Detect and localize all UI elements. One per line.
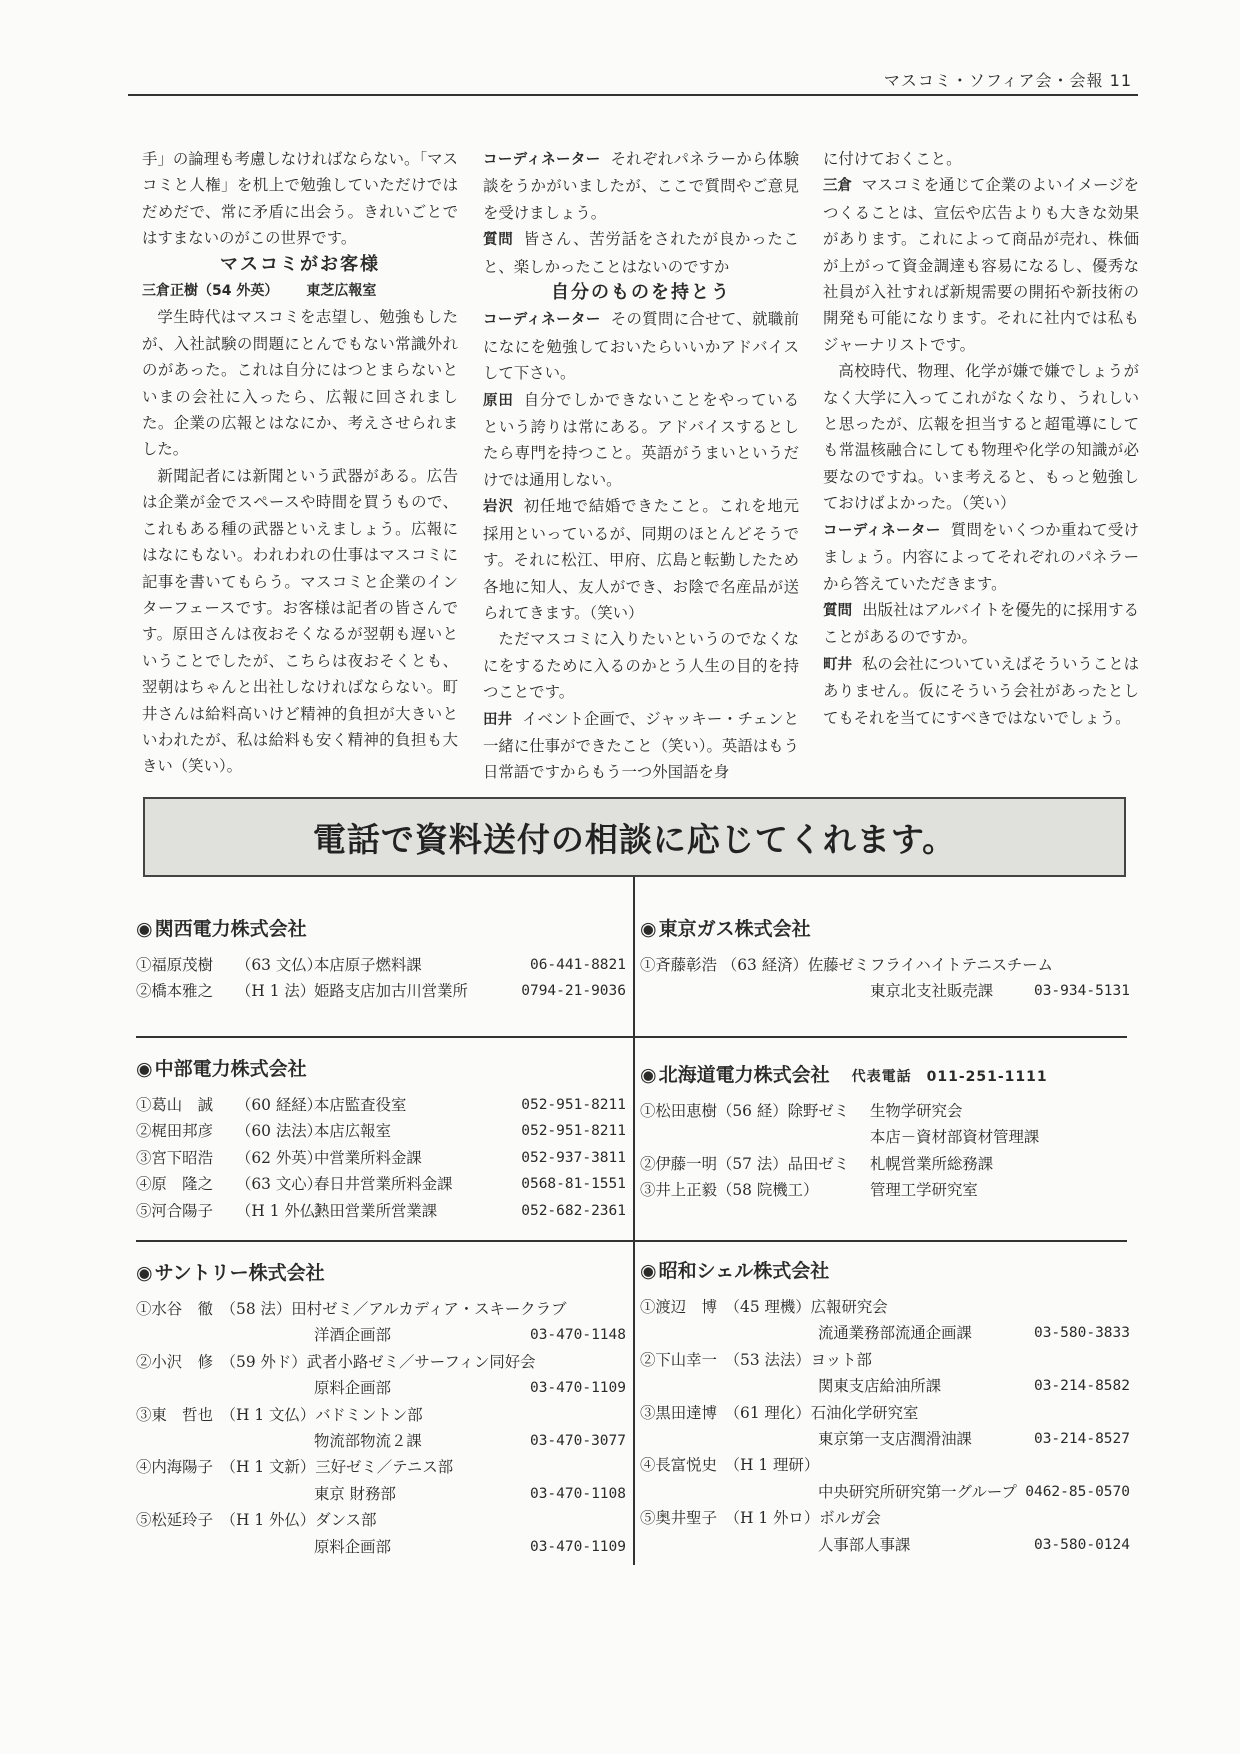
- paragraph: 手」の論理も考慮しなければならない。「マスコミと人権」を机上で勉強していただけではだめだで、常に矛盾に出会う。きれいごとではすまないのがこの世界です。: [142, 150, 458, 248]
- section-heading: マスコミがお客様: [220, 253, 380, 275]
- contact-name: ⑤河合陽子: [136, 1201, 213, 1220]
- contact-name: ④長富悦史 （H 1 理研）: [640, 1456, 820, 1475]
- contact-phone: 03-214-8582: [1033, 1378, 1130, 1395]
- banner-text: 電話で資料送付の相談に応じてくれます。: [312, 819, 957, 859]
- speaker-label: 質問: [823, 602, 853, 619]
- contact-name: ①水谷 徹 （58 法）田村ゼミ／アルカディア・スキークラブ: [136, 1300, 567, 1318]
- speaker-label: コーディネーター: [483, 312, 601, 329]
- contact-class: （63 文仏）: [236, 956, 323, 974]
- contact-detail: 札幌営業所総務課: [870, 1154, 994, 1173]
- contact-phone: 03-470-1108: [529, 1485, 626, 1502]
- article-column-1: [142, 146, 458, 780]
- contact-row: [136, 1198, 626, 1224]
- contact-phone: 052-937-3811: [521, 1149, 626, 1166]
- paragraph: 新聞記者には新聞という武器がある。広告は企業が金でスペースや時間を買うもので、これもある種の武器といえましょう。広報にはなにもない。われわれの仕事はマスコミに記事を書いてもらう。マスコミと企業のインターフェースです。お客様は記者の皆さんです。原田さんは夜おそくなるが翌朝も遅いということでしたが、こちらは夜おそくとも、翌朝はちゃんと出社しなければならない。町井さんは給料高いけど精神的負担が大きいといわれたが、私は給料も安く精神的負担も大きい（笑い）。: [142, 466, 458, 776]
- speaker-label: 質問: [483, 232, 514, 249]
- contact-row: [640, 1347, 1130, 1373]
- speech-paragraph: [823, 651, 1139, 731]
- contact-phone: 052-951-8211: [521, 1097, 626, 1113]
- contact-name: ①斉藤彰浩 （63 経済）佐藤ゼミ: [640, 956, 870, 974]
- contact-row: [640, 1479, 1130, 1505]
- contact-class: （60 法法）: [236, 1122, 323, 1141]
- speaker-label: 三倉: [823, 178, 853, 195]
- spacer: [640, 1320, 818, 1346]
- speech-paragraph: [823, 172, 1139, 358]
- contact-phone: 03-934-5131: [1033, 983, 1130, 1000]
- spacer: [640, 1532, 818, 1558]
- contact-row: [136, 1118, 626, 1144]
- contact-detail: 管理工学研究室: [870, 1181, 978, 1200]
- bullet-icon: ◉: [136, 918, 153, 940]
- contact-phone: 03-470-3077: [529, 1432, 626, 1449]
- contact-department: 春日井営業所料金課: [314, 1175, 453, 1194]
- spacer: [640, 1479, 818, 1505]
- company-suntory: [136, 1258, 626, 1560]
- contact-name: ②下山幸一 （53 法法）ヨット部: [640, 1350, 872, 1369]
- article-column-2: [483, 146, 799, 786]
- directory-row-divider: [136, 1240, 633, 1242]
- company-hokkaido: [640, 1060, 1130, 1204]
- speech-text: マスコミを通じて企業のよいイメージをつくることは、宣伝や広告よりも大きな効果があります。これによって商品が売れ、株価が上がって資金調達も容易になるし、優秀な社員が入社すれば新規需要の開拓や新技術の開発も可能になります。それに社内では私もジャーナリストです。: [823, 176, 1139, 354]
- newsletter-title: マスコミ・ソフィア会・会報 11: [883, 71, 1132, 90]
- contact-phone: 03-470-1148: [529, 1327, 626, 1344]
- speech-text: 出版社はアルバイトを優先的に採用することがあるのですか。: [823, 600, 1140, 647]
- contact-phone: 03-470-1109: [529, 1538, 626, 1555]
- speech-paragraph: [483, 387, 799, 494]
- contact-row: [640, 1098, 1130, 1124]
- contact-department: 関東支店給油所課: [818, 1377, 942, 1396]
- contact-row: [136, 1349, 626, 1375]
- company-kansai: [136, 914, 626, 1005]
- contact-name: ③黒田達博 （61 理化）石油化学研究室: [640, 1403, 919, 1422]
- company-name: ◉ 東京ガス株式会社: [640, 918, 811, 940]
- contact-row: [136, 1454, 626, 1480]
- speech-text: 自分でしかできないことをやっているという誇りは常にある。アドバイスするとしたら専門を持つこと。英語がうまいというだけでは通用しない。: [483, 390, 799, 489]
- paragraph: 高校時代、物理、化学が嫌で嫌でしょうがなく大学に入ってこれがなくなり、うれしいと思ったが、広報を担当すると超電導にしても常温核融合にしても物理や化学の知識が必要なのですね。いま考えると、もっと勉強しておけばよかった。（笑い）: [823, 362, 1139, 513]
- bullet-icon: ◉: [640, 1260, 657, 1282]
- contact-phone: 052-682-2361: [521, 1202, 626, 1219]
- speaker-label: 原田: [483, 392, 514, 409]
- contact-name: ④原 隆之: [136, 1175, 213, 1194]
- speaker-name: 三倉正樹（54 外英）: [142, 283, 279, 300]
- speaker-label: 田井: [483, 711, 513, 728]
- contact-name: ⑤奥井聖子 （H 1 外ロ）ボルガ会: [640, 1509, 881, 1528]
- contact-phone: 06-441-8821: [529, 957, 626, 973]
- article-column-3: [823, 146, 1139, 731]
- contact-name: ②橋本雅之: [136, 982, 213, 1001]
- contact-row: [136, 1428, 626, 1454]
- contact-row: [640, 1151, 1130, 1177]
- contact-name: ③東 哲也 （H 1 文仏）バドミントン部: [136, 1405, 423, 1424]
- speech-text: それぞれパネラーから体験談をうかがいましたが、ここで質問やご意見を受けましょう。: [483, 150, 799, 222]
- contact-department: 本店広報室: [314, 1122, 391, 1141]
- contact-phone: 0568-81-1551: [521, 1176, 626, 1193]
- contact-banner: [143, 797, 1126, 877]
- contact-department: 原料企画部: [314, 1537, 391, 1556]
- contact-name: ②梶田邦彦: [136, 1122, 213, 1141]
- contact-department: 本店監査役室: [314, 1096, 407, 1114]
- speech-paragraph: [483, 226, 799, 280]
- contact-class: （60 経経）: [236, 1096, 323, 1114]
- contact-name: ⑤松延玲子 （H 1 外仏）ダンス部: [136, 1511, 377, 1530]
- directory-row-divider: [635, 1240, 1127, 1242]
- contact-department: 中営業所料金課: [314, 1148, 422, 1167]
- contact-class: （H 1 法）: [236, 982, 316, 1001]
- contact-department: 物流部物流２課: [314, 1431, 422, 1450]
- company-name: ◉ 中部電力株式会社: [136, 1058, 307, 1080]
- directory-row-divider: [635, 1036, 1127, 1038]
- company-showashell: [640, 1256, 1130, 1558]
- contact-name: ①松田恵樹（56 経）除野ゼミ: [640, 1102, 850, 1120]
- contact-name: [640, 978, 870, 1004]
- contact-row: [640, 1532, 1130, 1558]
- contact-row: [640, 1400, 1130, 1426]
- speech-paragraph: [483, 306, 799, 386]
- contact-department: 人事部人事課: [818, 1535, 911, 1554]
- contact-department: 原料企画部: [314, 1379, 391, 1398]
- contact-name: ①葛山 誠: [136, 1096, 213, 1114]
- contact-detail: フライハイトテニスチーム: [870, 956, 1053, 974]
- contact-class: （63 文心）: [236, 1175, 323, 1194]
- directory-row-divider: [136, 1036, 633, 1038]
- contact-name: ④内海陽子 （H 1 文新）三好ゼミ／テニス部: [136, 1458, 454, 1477]
- contact-row: [640, 1294, 1130, 1320]
- contact-phone: 052-951-8211: [521, 1123, 626, 1140]
- company-tokyogas: [640, 914, 1130, 1005]
- contact-row: [136, 1145, 626, 1171]
- contact-row: [640, 1124, 1130, 1150]
- contact-detail: 東京北支社販売課: [870, 982, 994, 1001]
- bullet-icon: ◉: [136, 1262, 153, 1284]
- paragraph: ただマスコミに入りたいというのでなくなにをするために入るのかとう人生の目的を持つことです。: [483, 630, 799, 702]
- speaker-affiliation: 東芝広報室: [306, 283, 377, 300]
- contact-row: [136, 1534, 626, 1560]
- contact-department: 中央研究所研究第一グループ: [818, 1482, 1017, 1501]
- contact-row: [136, 1171, 626, 1197]
- contact-department: 熱田営業所営業課: [314, 1201, 438, 1220]
- speech-paragraph: [483, 706, 799, 786]
- contact-name: [640, 1124, 870, 1150]
- spacer: [136, 1481, 314, 1507]
- contact-phone: 0794-21-9036: [521, 983, 626, 1000]
- directory-column-divider: [633, 877, 635, 1565]
- spacer: [136, 1375, 314, 1401]
- speech-text: 私の会社についていえばそういうことはありません。仮にそういう会社があったとしてもそれを当てにすべきではないでしょう。: [823, 654, 1139, 727]
- speaker-label: 町井: [823, 656, 853, 673]
- contact-department: 流通業務部流通企画課: [818, 1324, 972, 1343]
- company-name: ◉ 北海道電力株式会社 代表電話 011-251-1111: [640, 1064, 1048, 1086]
- contact-row: [136, 1507, 626, 1533]
- contact-detail: 本店－資材部資材管理課: [870, 1128, 1040, 1147]
- company-chubu: [136, 1054, 626, 1224]
- contact-name: ①渡辺 博 （45 理機）広報研究会: [640, 1298, 888, 1316]
- speaker-byline: [142, 278, 458, 304]
- contact-phone: 03-580-0124: [1033, 1536, 1130, 1553]
- bullet-icon: ◉: [136, 1058, 153, 1080]
- contact-row: [640, 1373, 1130, 1399]
- contact-row: [640, 1452, 1130, 1478]
- contact-name: ③宮下昭浩: [136, 1148, 213, 1167]
- contact-row: [640, 1426, 1130, 1452]
- contact-department: 東京第一支店潤滑油課: [818, 1429, 972, 1448]
- contact-row: [136, 978, 626, 1004]
- section-heading: 自分のものを持とう: [551, 282, 731, 304]
- contact-row: [136, 1092, 626, 1118]
- contact-row: [136, 1402, 626, 1428]
- bullet-icon: ◉: [640, 1064, 657, 1086]
- speech-paragraph: [483, 493, 799, 626]
- contact-name: ③井上正毅（58 院機工）: [640, 1181, 819, 1200]
- speech-paragraph: [823, 597, 1139, 651]
- spacer: [640, 1426, 818, 1452]
- contact-row: [640, 978, 1130, 1004]
- contact-class: （62 外英）: [236, 1148, 323, 1167]
- company-name: ◉ 関西電力株式会社: [136, 918, 307, 940]
- speech-text: その質問に合せて、就職前になにを勉強しておいたらいいかアドバイスして下さい。: [483, 310, 799, 383]
- speech-paragraph: [823, 517, 1139, 597]
- contact-row: [640, 952, 1130, 978]
- speaker-label: 岩沢: [483, 499, 514, 516]
- contact-row: [136, 1375, 626, 1401]
- paragraph: に付けておくこと。: [823, 150, 962, 168]
- contact-detail: 生物学研究会: [870, 1102, 963, 1120]
- contact-name: ②伊藤一明（57 法）品田ゼミ: [640, 1154, 850, 1173]
- contact-department: 洋酒企画部: [314, 1326, 391, 1345]
- contact-name: ①福原茂樹: [136, 956, 213, 974]
- contact-row: [136, 1481, 626, 1507]
- speech-text: 初任地で結婚できたこと。これを地元採用といっているが、同期のほとんどそうです。それに松江、甲府、広島と転勤したため各地に知人、友人ができ、お陰で名産品が送られてきます。（笑い）: [483, 497, 799, 622]
- spacer: [136, 1428, 314, 1454]
- contact-class: （H 1 外仏）: [236, 1201, 331, 1220]
- representative-phone: 代表電話 011-251-1111: [851, 1069, 1048, 1085]
- paragraph: 学生時代はマスコミを志望し、勉強もしたが、入社試験の問題にとんでもない常識外れのがあった。これは自分にはつとまらないといまの会社に入ったら、広報に回されました。企業の広報とはなにか、考えさせられました。: [142, 308, 458, 459]
- spacer: [136, 1534, 314, 1560]
- contact-department: 東京 財務部: [314, 1484, 396, 1503]
- contact-phone: 03-214-8527: [1033, 1430, 1130, 1447]
- contact-row: [640, 1505, 1130, 1531]
- contact-phone: 03-580-3833: [1033, 1325, 1130, 1342]
- speaker-label: コーディネーター: [823, 522, 941, 539]
- spacer: [640, 1373, 818, 1399]
- contact-phone: 0462-85-0570: [1025, 1483, 1130, 1500]
- speech-paragraph: [483, 146, 799, 226]
- speech-text: 皆さん、苦労話をされたが良かったこと、楽しかったことはないのですか: [483, 230, 799, 276]
- contact-department: 姫路支店加古川営業所: [314, 982, 468, 1001]
- speaker-label: コーディネーター: [483, 152, 601, 168]
- contact-phone: 03-470-1109: [529, 1380, 626, 1397]
- contact-row: [136, 952, 626, 978]
- speech-text: 質問をいくつか重ねて受けましょう。内容によってそれぞれのパネラーから答えていただきます。: [823, 520, 1139, 593]
- bullet-icon: ◉: [640, 918, 657, 940]
- contact-department: 本店原子燃料課: [314, 956, 422, 974]
- spacer: [136, 1322, 314, 1348]
- page-header: [128, 64, 1138, 96]
- contact-row: [136, 1296, 626, 1322]
- contact-row: [136, 1322, 626, 1348]
- contact-row: [640, 1177, 1130, 1203]
- speech-text: イベント企画で、ジャッキー・チェンと一緒に仕事ができたこと（笑い）。英語はもう日常語ですからもう一つ外国語を身: [483, 709, 799, 782]
- contact-row: [640, 1320, 1130, 1346]
- company-name: ◉ 昭和シェル株式会社: [640, 1260, 830, 1282]
- contact-name: ②小沢 修 （59 外ド）武者小路ゼミ／サーフィン同好会: [136, 1352, 536, 1371]
- company-name: ◉ サントリー株式会社: [136, 1262, 325, 1284]
